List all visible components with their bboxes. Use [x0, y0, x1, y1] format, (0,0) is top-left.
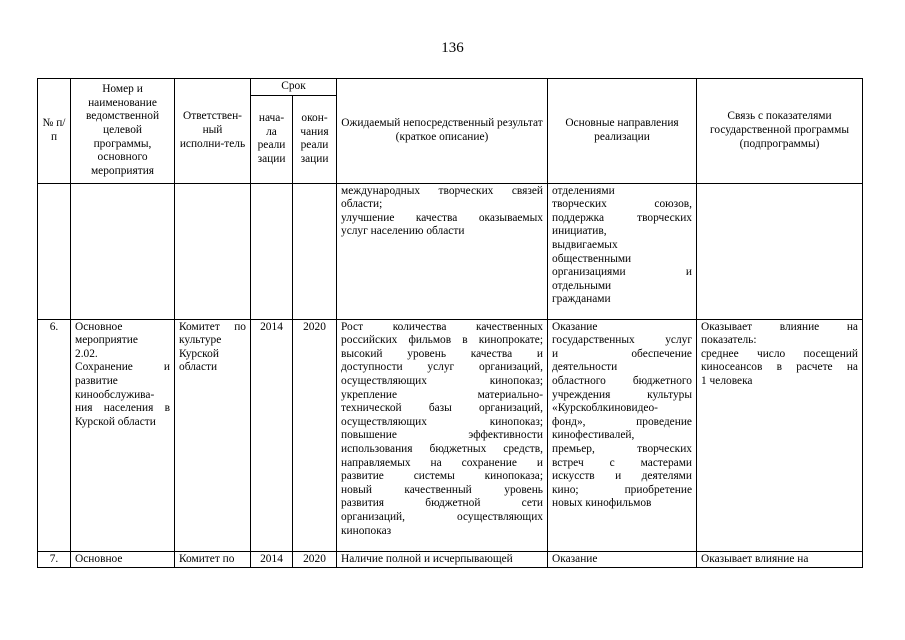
cell-line: встреч с мастерами — [552, 456, 692, 469]
row-end — [293, 183, 337, 319]
cell-line: Оказание — [552, 552, 598, 565]
cell-line: российских фильмов в кинопрокате; — [341, 334, 543, 347]
cell-line: Оказывает влияние на — [701, 552, 809, 565]
cell-line: технической базы организаций, — [341, 402, 543, 415]
cell-line: показатель: — [701, 334, 757, 347]
cell-line: Основное — [75, 320, 123, 333]
table-row — [38, 551, 863, 568]
row-link — [697, 319, 863, 551]
cell-line: культуре — [179, 334, 222, 347]
cell-line: области — [179, 361, 218, 374]
cell-line: инициатив, — [552, 225, 607, 238]
cell-line: Наличие полной и исчерпывающей — [341, 552, 513, 565]
cell-line: отдельными — [552, 279, 612, 292]
cell-line: развитие — [75, 374, 118, 387]
header-num: № п/п — [38, 79, 71, 184]
cell-line: Курской — [179, 347, 219, 360]
cell-line: деятельности — [552, 361, 618, 374]
row-num — [38, 183, 71, 319]
cell-line: поддержка творческих — [552, 211, 692, 224]
row-directions — [548, 319, 697, 551]
program-table — [37, 78, 863, 568]
table-row — [38, 183, 863, 319]
cell-line: развитие системы кинопоказа; — [341, 470, 543, 483]
cell-line: укрепление материально- — [341, 388, 543, 401]
cell-line: международных творческих связей — [341, 184, 543, 197]
cell-line: гражданами — [552, 293, 611, 306]
cell-line: творческих союзов, — [552, 198, 692, 211]
cell-line: выдвигаемых — [552, 238, 618, 251]
cell-line: среднее число посещений — [701, 347, 858, 360]
row-end: 2020 — [293, 551, 337, 568]
row-name — [71, 551, 175, 568]
row-end: 2020 — [293, 319, 337, 551]
row-link — [697, 183, 863, 319]
row-directions — [548, 183, 697, 319]
cell-line: кино; приобретение — [552, 483, 692, 496]
cell-line: доступности услуг организаций, — [341, 361, 543, 374]
cell-line: развития бюджетной сети — [341, 497, 543, 510]
row-directions — [548, 551, 697, 568]
header-result: Ожидаемый непосредственный результат (краткое описание) — [337, 79, 548, 184]
cell-line: осуществляющих кинопоказ; — [341, 374, 543, 387]
cell-line: организаций, осуществляющих — [341, 510, 543, 523]
cell-line: и обеспечение — [552, 347, 692, 360]
cell-line: 1 человека — [701, 374, 753, 387]
cell-line: повышение эффективности — [341, 429, 543, 442]
table-header — [38, 79, 863, 184]
row-executor — [175, 183, 251, 319]
row-name — [71, 319, 175, 551]
cell-line: услуг населению области — [341, 225, 465, 238]
cell-line: 2.02. — [75, 347, 98, 360]
row-name — [71, 183, 175, 319]
cell-line: новый качественный уровень — [341, 483, 543, 496]
cell-line: Основное — [75, 552, 123, 565]
cell-line: учреждения культуры — [552, 388, 692, 401]
row-result — [337, 183, 548, 319]
cell-line: кинопоказ — [341, 524, 392, 537]
row-num: 7. — [38, 551, 71, 568]
cell-line: ния населения в — [75, 402, 170, 415]
cell-line: кинообслужива- — [75, 388, 155, 401]
row-result — [337, 551, 548, 568]
cell-line: отделениями — [552, 184, 615, 197]
cell-line: Сохранение и — [75, 361, 170, 374]
row-start: 2014 — [251, 319, 293, 551]
header-link: Связь с показателями государственной программы (подпрограммы) — [697, 79, 863, 184]
cell-line: искусств и деятелями — [552, 470, 692, 483]
cell-line: высокий уровень качества и — [341, 347, 543, 360]
cell-line: Курской области — [75, 415, 156, 428]
cell-line: новых кинофильмов — [552, 497, 652, 510]
table-row — [38, 319, 863, 551]
header-executor: Ответствен-ный исполни-тель — [175, 79, 251, 184]
header-name: Номер и наименование ведомственной целевой программы, основного мероприятия — [71, 79, 175, 184]
cell-line: использования бюджетных средств, — [341, 442, 543, 455]
row-result — [337, 319, 548, 551]
row-link — [697, 551, 863, 568]
cell-line: Оказание — [552, 320, 598, 333]
header-end: окон-чания реали зации — [293, 95, 337, 183]
row-num: 6. — [38, 319, 71, 551]
cell-line: премьер, творческих — [552, 442, 692, 455]
cell-line: улучшение качества оказываемых — [341, 211, 543, 224]
row-start: 2014 — [251, 551, 293, 568]
cell-line: направляемых на сохранение и — [341, 456, 543, 469]
cell-line: Комитет по — [179, 552, 235, 565]
cell-line: области; — [341, 198, 383, 211]
cell-line: организациями и — [552, 266, 692, 279]
cell-line: общественными — [552, 252, 632, 265]
cell-line: осуществляющих кинопоказ; — [341, 415, 543, 428]
cell-line: «Курскоблкиновидео- — [552, 402, 658, 415]
header-term: Срок — [251, 79, 337, 96]
cell-line: Комитет по — [179, 320, 246, 333]
cell-line: областного бюджетного — [552, 374, 692, 387]
cell-line: мероприятие — [75, 334, 138, 347]
cell-line: государственных услуг — [552, 334, 692, 347]
cell-line: Оказывает влияние на — [701, 320, 858, 333]
cell-line: киносеансов в расчете на — [701, 361, 858, 374]
cell-line: фонд», проведение — [552, 415, 692, 428]
row-start — [251, 183, 293, 319]
header-start: нача-ла реали зации — [251, 95, 293, 183]
cell-line: Рост количества качественных — [341, 320, 543, 333]
cell-line: кинофестивалей, — [552, 429, 635, 442]
table-body — [38, 183, 863, 568]
row-executor — [175, 319, 251, 551]
page-number: 136 — [441, 40, 464, 56]
header-directions: Основные направления реализации — [548, 79, 697, 184]
row-executor — [175, 551, 251, 568]
